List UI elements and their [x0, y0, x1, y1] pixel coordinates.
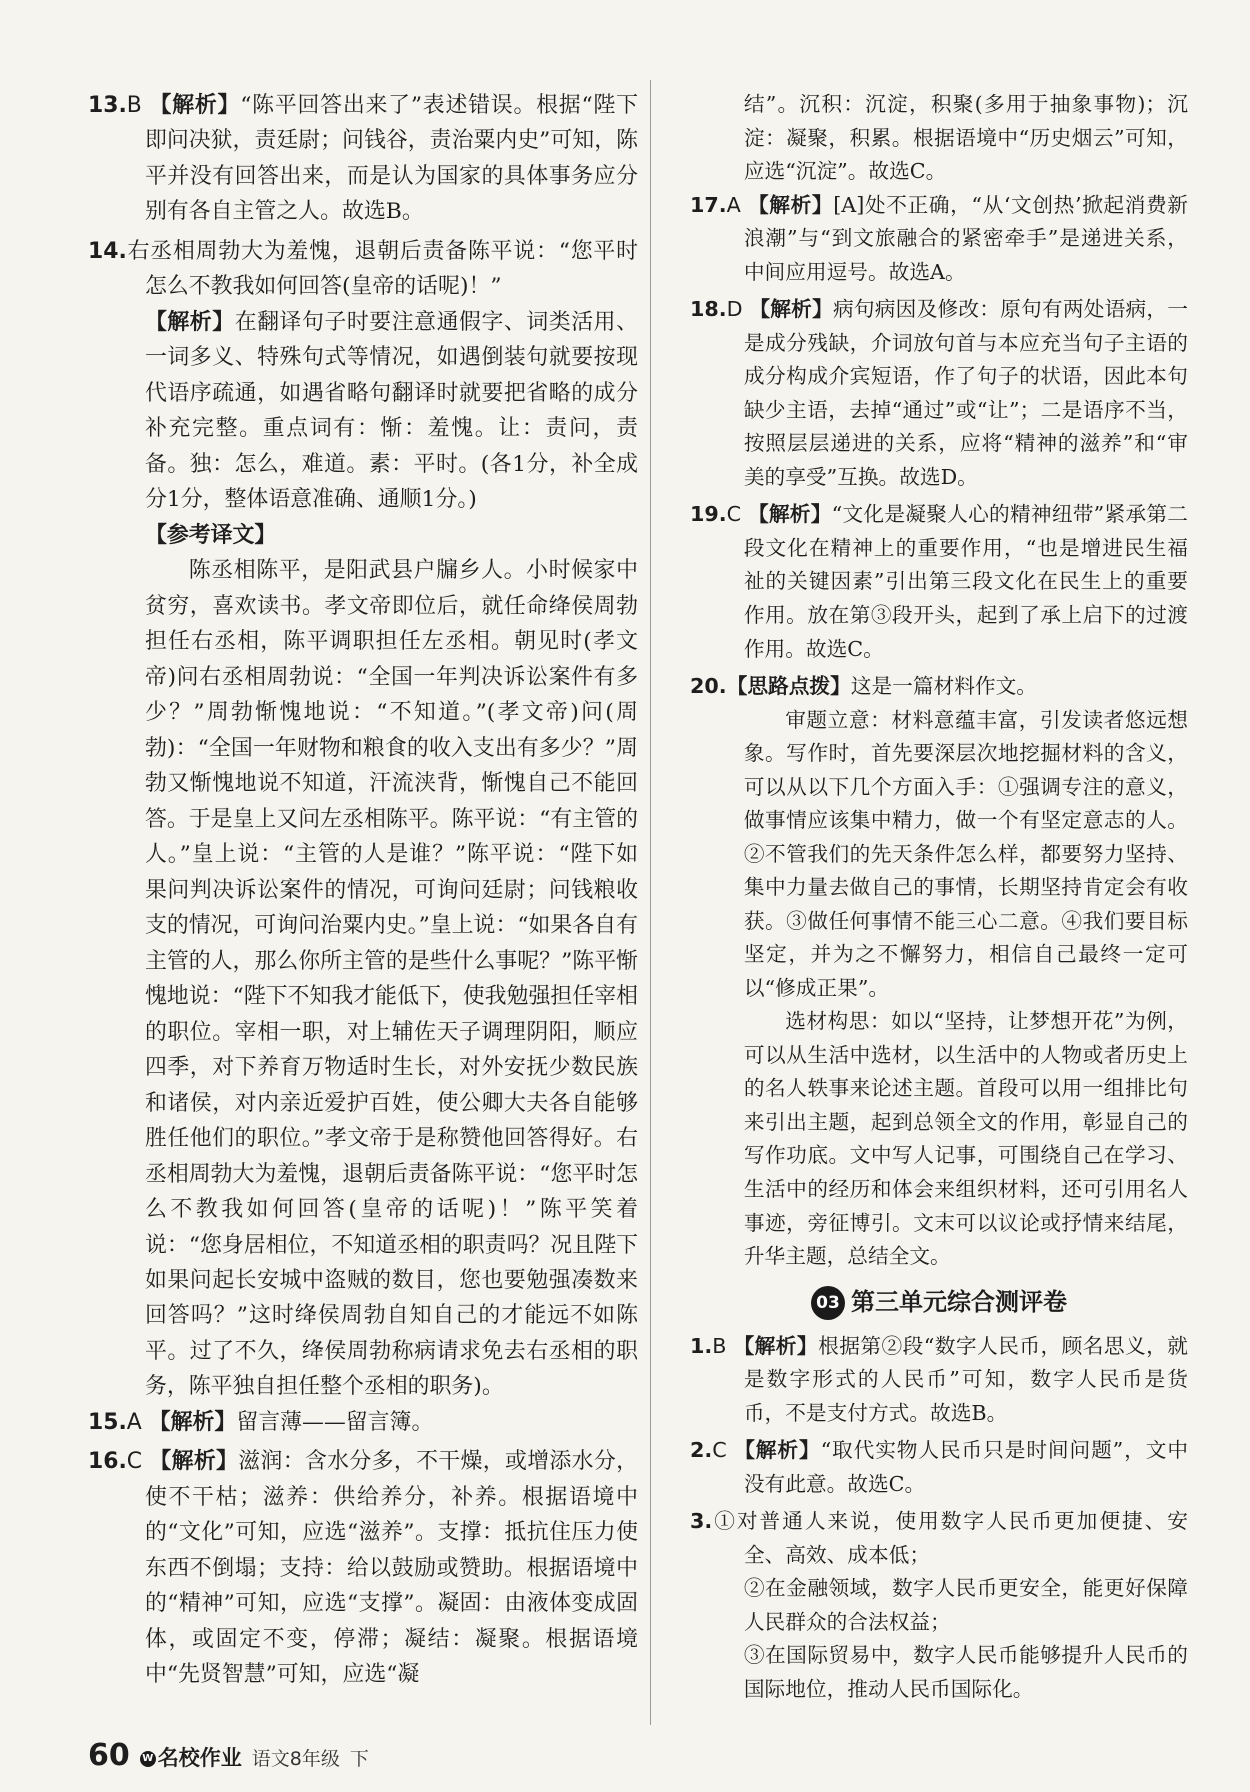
question-19 [690, 498, 1188, 666]
brand-name: 名校作业 [157, 1746, 242, 1770]
question-number: 20. [690, 674, 727, 699]
analysis-label: 【解析】 [747, 502, 832, 527]
answer-point-3: ③在国际贸易中，数字人民币能够提升人民币的国际地位，推动人民币国际化。 [743, 1643, 1188, 1701]
question-number: 13. [88, 93, 127, 118]
analysis-text: 留言薄——留言簿。 [236, 1409, 434, 1435]
question-16 [88, 1444, 638, 1692]
analysis-label: 【解析】 [144, 309, 235, 335]
analysis-text: [A]处不正确，“从‘文创热’掀起消费新浪潮”与“到文旅融合的紧密牵手”是递进关系，中间应用逗号。故选A。 [743, 192, 1188, 284]
question-number: 18. [690, 297, 727, 322]
analysis-label: 【解析】 [733, 1333, 819, 1358]
analysis-label: 【解析】 [748, 192, 834, 217]
analysis-label: 【解析】 [734, 1438, 821, 1463]
question-number: 17. [690, 192, 727, 217]
column-divider [650, 80, 651, 1725]
answer-text: 右丞相周勃大为羞愧，退朝后责备陈平说：“您平时怎么不教我如何回答(皇帝的话呢)！” [126, 238, 638, 300]
answer-letter: B [126, 93, 142, 118]
question-14-analysis [88, 305, 638, 518]
analysis-text: 在翻译句子时要注意通假字、词类活用、一词多义、特殊句式等情况，如遇倒装句就要按现代语序疏通，如遇省略句翻译时就要把省略的成分补充完整。重点词有：惭：羞愧。让：责问，责备。独：怎么，难道。素：平时。(各1分，补全成分1分，整体语意准确、通顺1分。) [144, 309, 638, 513]
question-16-continued: 结”。沉积：沉淀，积聚(多用于抽象事物)；沉淀：凝聚，积累。根据语境中“历史烟云”可知，应选“沉淀”。故选C。 [743, 92, 1188, 184]
left-column [88, 88, 638, 1693]
question-15 [88, 1405, 638, 1440]
answer-letter: D [726, 297, 743, 322]
analysis-label: 【解析】 [148, 1409, 237, 1435]
answer-letter: C [726, 502, 742, 527]
question-number: 2. [690, 1438, 713, 1463]
section-question-3 [690, 1505, 1188, 1572]
analysis-text: “文化是凝聚人心的精神纽带”紧承第二段文化在精神上的重要作用，“也是增进民生福祉的关键因素”引出第三段文化在民生上的重要作用。放在第③段开头，起到了承上启下的过渡作用。故选C。 [743, 502, 1188, 661]
page-number: 60 [88, 1738, 130, 1773]
section-heading [690, 1286, 1188, 1320]
question-20 [690, 670, 1188, 704]
answer-letter: C [712, 1438, 727, 1463]
brand [140, 1742, 242, 1772]
answer-letter: C [126, 1449, 143, 1475]
reference-translation: 陈丞相陈平，是阳武县户牖乡人。小时候家中贫穷，喜欢读书。孝文帝即位后，就任命绛侯周勃担任右丞相，陈平调职担任左丞相。朝见时(孝文帝)问右丞相周勃说：“全国一年判决诉讼案件有多少？”周勃惭愧地说：“不知道。”(孝文帝)问(周勃)：“全国一年财物和粮食的收入支出有多少？”周勃又惭愧地说不知道，汗流浃背，惭愧自己不能回答。于是皇上又问左丞相陈平。陈平说：“有主管的人。”皇上说：“主管的人是谁？”陈平说：“陛下如果问判决诉讼案件的情况，可询问廷尉；问钱粮收支的情况，可询问治粟内史。”皇上说：“如果各自有主管的人，那么你所主管的是些什么事呢？”陈平惭愧地说：“陛下不知我才能低下，使我勉强担任宰相的职位。宰相一职，对上辅佐天子调理阴阳，顺应四季，对下养育万物适时生长，对外安抚少数民族和诸侯，对内亲近爱护百姓，使公卿大夫各自能够胜任他们的职位。”孝文帝于是称赞他回答得好。右丞相周勃大为羞愧，退朝后责备陈平说：“您平时怎么不教我如何回答(皇帝的话呢)！”陈平笑着说：“您身居相位，不知道丞相的职责吗？况且陛下如果问起长安城中盗贼的数目，您也要勉强凑数来回答吗？”这时绛侯周勃自知自己的才能远不如陈平。过了不久，绛侯周勃称病请求免去右丞相的职务，陈平独自担任整个丞相的职务)。 [144, 558, 638, 1400]
analysis-label: 【解析】 [149, 1449, 239, 1475]
section-title: 第三单元综合测评卷 [851, 1287, 1067, 1316]
page-footer [88, 1738, 369, 1773]
right-column [690, 88, 1188, 1706]
analysis-text: 滋润：含水分多，不干燥，或增添水分，使不干枯；滋养：供给养分，补养。根据语境中的“文化”可知，应选“滋养”。支撑：抵抗住压力使东西不倒塌；支持：给以鼓励或赞助。根据语境中的“精神”可知，应选“支撑”。凝固：由液体变成固体，或固定不变，停滞；凝结：凝聚。根据语境中“先贤智慧”可知，应选“凝 [144, 1449, 638, 1688]
question-14 [88, 234, 638, 305]
question-number: 1. [690, 1333, 713, 1358]
analysis-label: 【解析】 [749, 297, 833, 322]
answer-point-1: ①对普通人来说，使用数字人民币更加便捷、安全、高效、成本低； [712, 1509, 1188, 1567]
essay-guidance-para-1: 审题立意：材料意蕴丰富，引发读者悠远想象。写作时，首先要深层次地挖掘材料的含义，可以从以下几个方面入手：①强调专注的意义，做事情应该集中精力，做一个有坚定意志的人。②不管我们的先天条件怎么样，都要努力坚持、集中力量去做自己的事情，长期坚持肯定会有收获。③做任何事情不能三心二意。④我们要目标坚定，并为之不懈努力，相信自己最终一定可以“修成正果”。 [743, 707, 1188, 1000]
hint-text: 这是一篇材料作文。 [850, 674, 1037, 699]
analysis-text: “取代实物人民币只是时间问题”，文中没有此意。故选C。 [743, 1438, 1189, 1496]
subject-grade: 语文8年级 [251, 1748, 340, 1770]
answer-letter: A [726, 192, 741, 217]
question-number: 19. [690, 502, 727, 527]
section-question-1 [690, 1330, 1188, 1431]
analysis-text: 根据第②段“数字人民币，顾名思义，就是数字形式的人民币”可知，数字人民币是货币，不是支付方式。故选B。 [743, 1333, 1188, 1425]
question-18 [690, 293, 1188, 494]
section-question-2 [690, 1434, 1188, 1501]
reference-translation-label: 【参考译文】 [144, 522, 277, 548]
hint-label: 【思路点拨】 [726, 674, 851, 699]
question-13 [88, 88, 638, 230]
analysis-label: 【解析】 [149, 93, 241, 118]
question-17 [690, 189, 1188, 290]
question-number: 14. [88, 238, 127, 264]
essay-guidance-para-2: 选材构思：如以“坚持，让梦想开花”为例，可以从生活中选材，以生活中的人物或者历史上的名人轶事来论述主题。首段可以用一组排比句来引出主题，起到总领全文的作用，彰显自己的写作功底。文中写人记事，可围绕自己在学习、生活中的经历和体会来组织材料，还可引用名人事迹，旁征博引。文末可以议论或抒情来结尾，升华主题，总结全文。 [743, 1009, 1188, 1269]
answer-letter: A [126, 1409, 142, 1435]
question-number: 3. [690, 1509, 713, 1534]
answer-letter: B [712, 1333, 727, 1358]
question-number: 15. [88, 1409, 127, 1435]
analysis-text: 病句病因及修改：原句有两处语病，一是成分残缺，介词放句首与本应充当句子主语的成分构成介宾短语，作了句子的状语，因此本句缺少主语，去掉“通过”或“让”；二是语序不当，按照层层递进的关系，应将“精神的滋养”和“审美的享受”互换。故选D。 [743, 297, 1188, 489]
term: 下 [349, 1748, 369, 1770]
brand-logo-icon: W [140, 1751, 156, 1767]
question-number: 16. [88, 1449, 127, 1475]
analysis-text: “陈平回答出来了”表述错误。根据“陛下即问决狱，责廷尉；问钱谷，责治粟内史”可知，陈平并没有回答出来，而是认为国家的具体事务应分别有各自主管之人。故选B。 [144, 93, 638, 225]
answer-point-2: ②在金融领域，数字人民币更安全，能更好保障人民群众的合法权益； [743, 1576, 1188, 1634]
section-number-badge: 03 [811, 1286, 845, 1320]
